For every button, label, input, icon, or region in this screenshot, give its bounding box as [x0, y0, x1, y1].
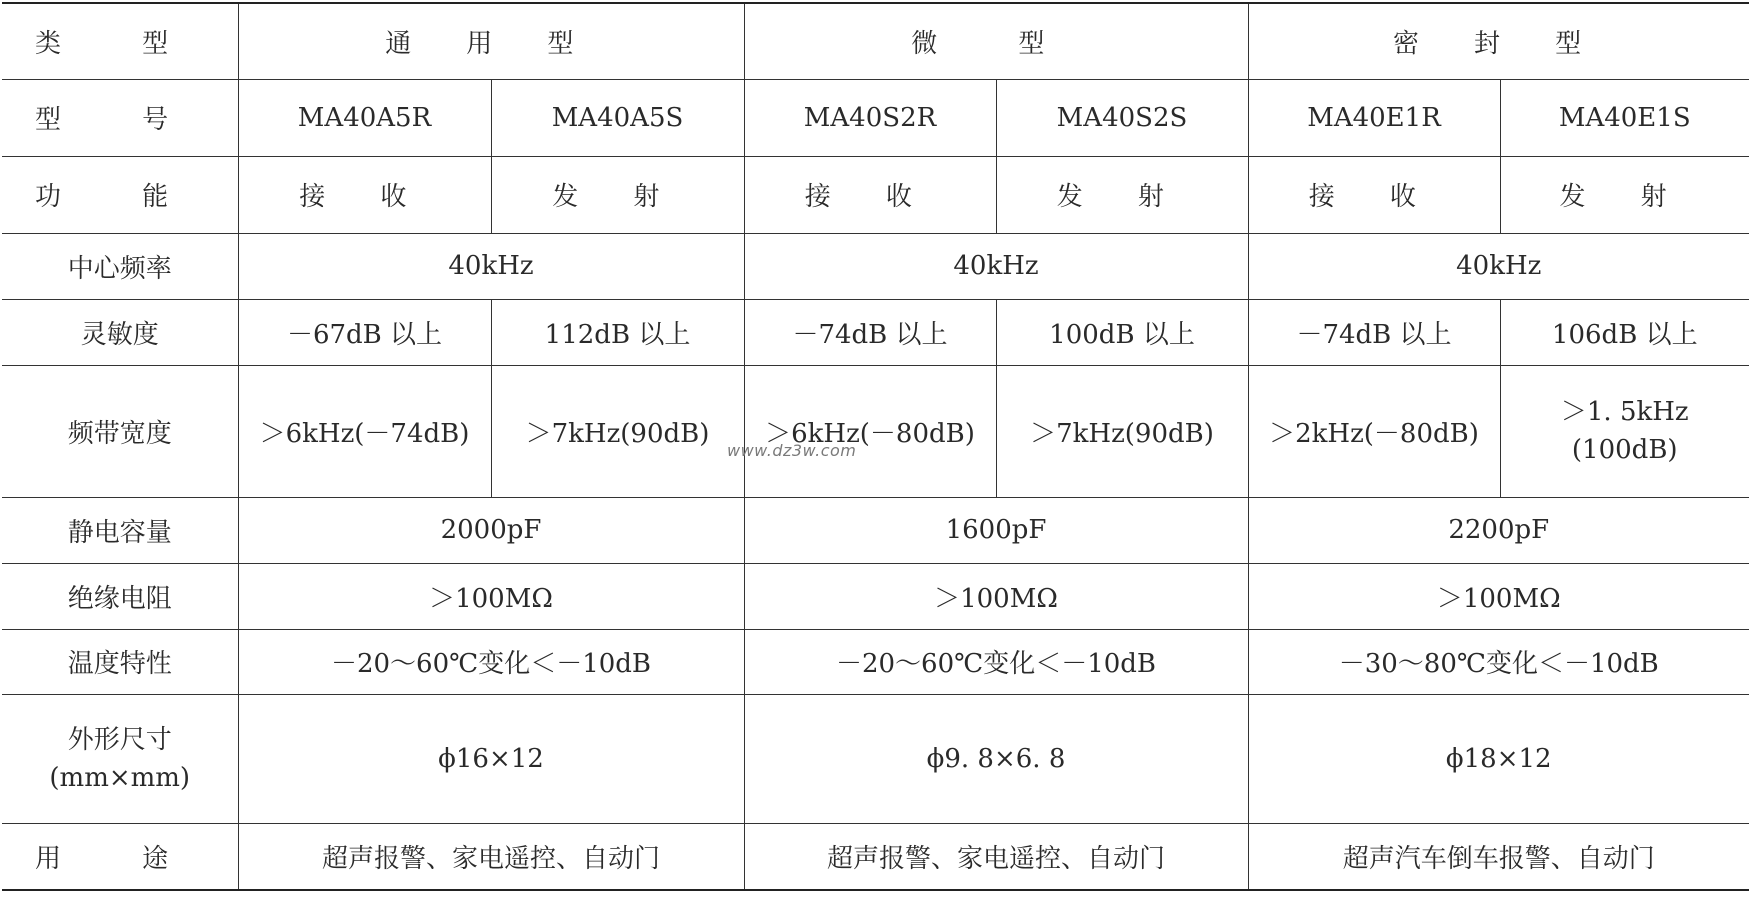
row-label-insulation: 绝缘电阻: [2, 563, 238, 629]
row-label-capacitance: 静电容量: [2, 497, 238, 563]
insulation-cell: ＞100MΩ: [744, 563, 1248, 629]
row-label-model: 型 号: [2, 79, 238, 156]
model-cell: MA40E1R: [1248, 79, 1500, 156]
bandwidth-value-line: ＞1. 5kHz: [1560, 397, 1689, 427]
usage-cell: 超声报警、家电遥控、自动门: [744, 823, 1248, 890]
group-general: 通 用 型: [238, 3, 744, 79]
row-label-bandwidth: 频带宽度: [2, 365, 238, 497]
center-frequency-cell: 40kHz: [1248, 233, 1749, 299]
capacitance-cell: 2200pF: [1248, 497, 1749, 563]
table-row-usage: [2, 823, 1749, 890]
group-micro: 微 型: [744, 3, 1248, 79]
sensitivity-cell: 100dB 以上: [996, 299, 1248, 365]
insulation-cell: ＞100MΩ: [1248, 563, 1749, 629]
temperature-cell: －30～80℃变化＜－10dB: [1248, 629, 1749, 694]
function-cell: 接 收: [744, 156, 996, 233]
group-sealed: 密 封 型: [1248, 3, 1749, 79]
function-cell: 发 射: [1500, 156, 1749, 233]
function-cell: 发 射: [996, 156, 1248, 233]
row-label-sensitivity: 灵敏度: [2, 299, 238, 365]
row-label-type: 类 型: [2, 3, 238, 79]
capacitance-cell: 2000pF: [238, 497, 744, 563]
row-label-function: 功 能: [2, 156, 238, 233]
ultrasonic-sensor-spec-table: [2, 2, 1749, 891]
dimensions-cell: ϕ18×12: [1248, 694, 1749, 823]
dimensions-label: 外形尺寸: [67, 724, 172, 755]
model-cell: MA40S2R: [744, 79, 996, 156]
function-cell: 接 收: [238, 156, 491, 233]
sensitivity-cell: －74dB 以上: [1248, 299, 1500, 365]
table-row-sensitivity: [2, 299, 1749, 365]
center-frequency-cell: 40kHz: [744, 233, 1248, 299]
usage-cell: 超声汽车倒车报警、自动门: [1248, 823, 1749, 890]
model-cell: MA40S2S: [996, 79, 1248, 156]
function-cell: 接 收: [1248, 156, 1500, 233]
row-label-temperature: 温度特性: [2, 629, 238, 694]
bandwidth-cell: [1500, 365, 1749, 497]
sensitivity-cell: －74dB 以上: [744, 299, 996, 365]
table-row-bandwidth: [2, 365, 1749, 497]
bandwidth-cell: ＞6kHz(－74dB): [238, 365, 491, 497]
table-row-type: [2, 3, 1749, 79]
sensitivity-cell: 112dB 以上: [491, 299, 744, 365]
function-cell: 发 射: [491, 156, 744, 233]
table-row-temperature: [2, 629, 1749, 694]
watermark: www.dz3w.com: [727, 441, 857, 460]
capacitance-cell: 1600pF: [744, 497, 1248, 563]
table-row-function: [2, 156, 1749, 233]
model-cell: MA40E1S: [1500, 79, 1749, 156]
row-label-center-frequency: 中心频率: [2, 233, 238, 299]
temperature-cell: －20～60℃变化＜－10dB: [238, 629, 744, 694]
table-row-insulation: [2, 563, 1749, 629]
sensitivity-cell: 106dB 以上: [1500, 299, 1749, 365]
insulation-cell: ＞100MΩ: [238, 563, 744, 629]
dimensions-unit: (mm×mm): [49, 762, 191, 793]
center-frequency-cell: 40kHz: [238, 233, 744, 299]
usage-cell: 超声报警、家电遥控、自动门: [238, 823, 744, 890]
bandwidth-cell: ＞2kHz(－80dB): [1248, 365, 1500, 497]
model-cell: MA40A5S: [491, 79, 744, 156]
bandwidth-cell: ＞7kHz(90dB): [996, 365, 1248, 497]
table-row-center-frequency: [2, 233, 1749, 299]
dimensions-cell: ϕ16×12: [238, 694, 744, 823]
table-row-model: [2, 79, 1749, 156]
row-label-usage: 用 途: [2, 823, 238, 890]
temperature-cell: －20～60℃变化＜－10dB: [744, 629, 1248, 694]
table-row-capacitance: [2, 497, 1749, 563]
dimensions-cell: ϕ9. 8×6. 8: [744, 694, 1248, 823]
bandwidth-cell: ＞7kHz(90dB): [491, 365, 744, 497]
row-label-dimensions: [2, 694, 238, 823]
model-cell: MA40A5R: [238, 79, 491, 156]
table-row-dimensions: [2, 694, 1749, 823]
bandwidth-condition-line: (100dB): [1571, 435, 1678, 465]
bandwidth-cell: ＞6kHz(－80dB): [744, 365, 996, 497]
sensitivity-cell: －67dB 以上: [238, 299, 491, 365]
